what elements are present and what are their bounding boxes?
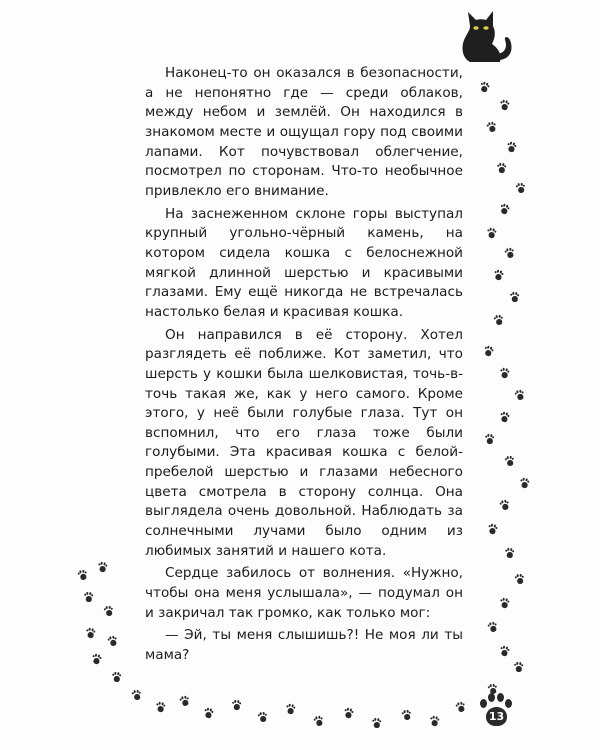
paw-print-icon	[505, 548, 515, 559]
paw-toe	[497, 693, 504, 702]
paw-print-icon	[155, 701, 166, 712]
paragraph: На заснеженном склоне горы выступал крупный угольно-чёрный камень, на котором сидела кошка с белоснежной мягкой длинной шерстью и красивыми глазами. Ему ещё никогда не встречалась настолько белая и красивая кошка.	[145, 205, 463, 320]
paw-print-icon	[232, 700, 242, 711]
black-cat-icon	[448, 6, 518, 66]
paw-print-icon	[132, 690, 142, 701]
paw-print-icon	[343, 707, 354, 719]
paw-print-icon	[285, 703, 296, 714]
paw-print-icon	[497, 163, 507, 174]
paw-print-icon	[499, 499, 510, 510]
paw-print-icon	[455, 701, 466, 712]
paw-print-icon	[104, 606, 114, 617]
paw-print-icon	[516, 183, 526, 194]
paw-print-icon	[499, 411, 510, 423]
paw-print-icon	[493, 269, 504, 281]
paw-print-icon	[429, 715, 440, 726]
paw-print-icon	[499, 645, 510, 657]
paw-print-icon	[91, 653, 102, 665]
paw-print-icon	[506, 141, 517, 153]
paw-print-icon	[77, 569, 88, 580]
paw-print-icon	[505, 456, 515, 467]
paw-print-icon	[203, 707, 214, 719]
paw-print-icon	[85, 627, 96, 638]
paw-print-icon	[402, 710, 412, 721]
paw-print-icon	[107, 635, 118, 646]
paragraph: Сердце забилось от волнения. «Нужно, чтобы она меня услышала», — подумал он и закричал так громко, как только мог:	[145, 565, 463, 621]
paw-print-icon	[519, 477, 530, 488]
paw-print-icon	[494, 315, 504, 326]
paw-print-icon	[504, 247, 515, 258]
paw-print-icon	[486, 121, 497, 132]
paw-print-icon	[499, 597, 510, 608]
paw-print-icon	[313, 715, 324, 726]
paw-print-icon	[486, 227, 497, 238]
paw-print-icon	[487, 523, 498, 535]
paragraph: Он направился в её сторону. Хотел разглядеть её поближе. Кот заметил, что шерсть у кошки была шелковистая, точь-в-точь такая же, как у него самого. Кроме этого, у неё были голубые глаза. Тут он вспомнил, что его глаза тоже были голубыми. Эта красивая кошка с белой-пребелой шерстью и глазами небесного цвета смотрела в сторону солнца. Она выглядела очень довольной. Наблюдать за солнечными лучами было одним из любимых занятий и нашего кота.	[145, 326, 463, 559]
paw-print-icon	[179, 695, 190, 706]
paw-print-icon	[258, 712, 268, 723]
page-number-badge	[476, 690, 516, 730]
story-text	[145, 64, 463, 666]
paw-print-icon	[487, 621, 498, 632]
paw-print-icon	[97, 561, 108, 572]
paw-print-icon	[514, 389, 525, 400]
paragraph: — Эй, ты меня слышишь?! Не моя ли ты мама?	[145, 627, 463, 664]
paw-print-icon	[514, 662, 524, 673]
paw-print-icon	[112, 672, 122, 683]
page-number: 13	[488, 710, 505, 723]
paragraph: Наконец-то он оказался в безопасности, а не непонятно где — среди облаков, между небом и землёй. Он находился в знакомом месте и ощущал гору под своими лапами. Кот почувствовал облегчение, посмотрел по сторонам. Что-то необычное привлекло его внимание.	[145, 65, 463, 199]
paw-print-icon	[479, 81, 491, 93]
paw-print-icon	[372, 718, 382, 729]
paw-print-icon	[483, 345, 495, 357]
paw-toe	[488, 693, 495, 702]
paw-print-icon	[499, 367, 510, 378]
paw-print-icon	[499, 203, 511, 215]
paw-print-icon	[499, 99, 510, 110]
paw-print-icon	[84, 592, 94, 603]
paw-print-icon	[485, 434, 495, 445]
paw-print-icon	[510, 292, 520, 303]
paw-print-icon	[515, 574, 525, 585]
